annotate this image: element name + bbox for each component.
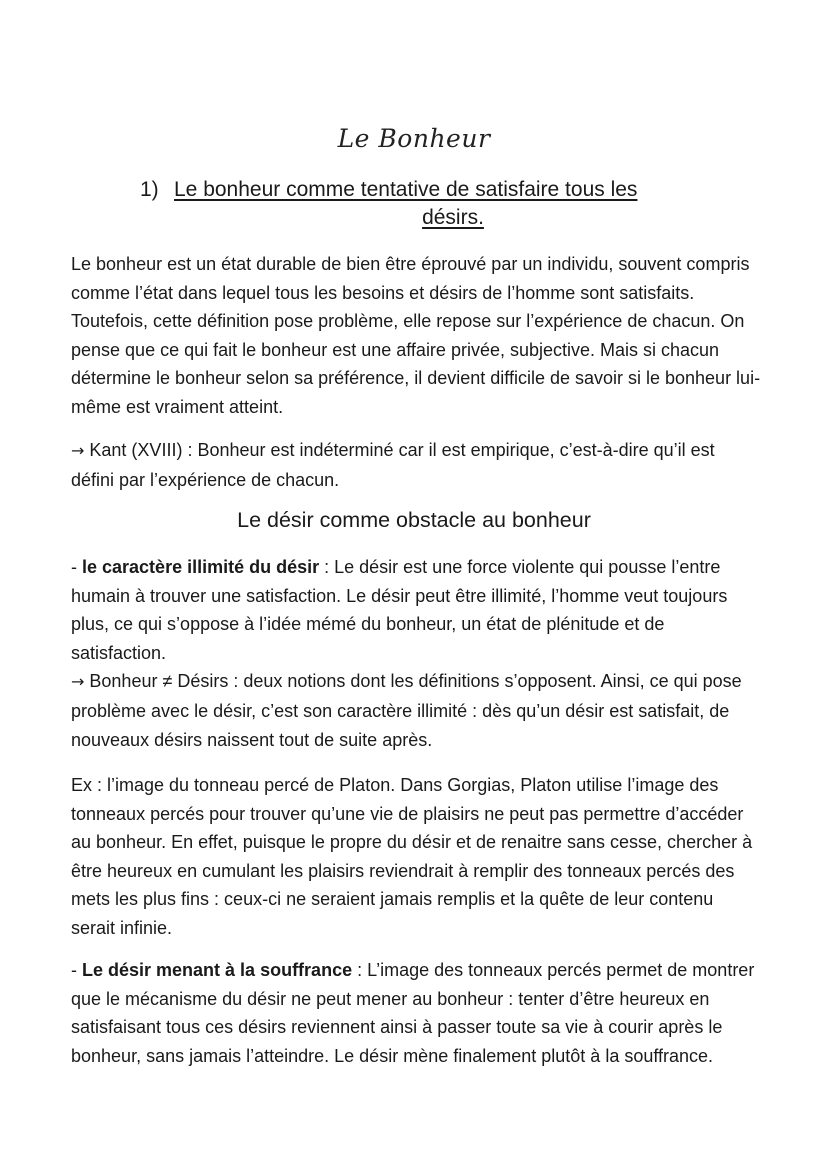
paragraph-unlimited-desire [71, 553, 761, 754]
document-title: Le Bonheur [337, 124, 491, 153]
paragraph-definition: Le bonheur est un état durable de bien être éprouvé par un individu, souvent compris comme l’état dans lequel tous les besoins et désirs de l’homme sont satisfaits. Toutefois, cette définition pose problème, elle repose sur l’expérience de chacun. On pense que ce qui fait le bonheur est une affaire privée, subjective. Mais si chacun détermine le bonheur selon sa préférence, il devient difficile de savoir si le bonheur lui-même est vraiment atteint. [71, 254, 761, 417]
subheading-desire-obstacle: Le désir comme obstacle au bonheur [237, 508, 591, 532]
right-arrow-icon: → [71, 441, 85, 460]
list-dash: - [71, 960, 82, 980]
paragraph-suffering-text: : L’image des tonneaux percés permet de montrer que le mécanisme du désir ne peut mener au bonheur : tenter d’être heureux en satisfaisant tous ces désirs reviennent ainsi à passer toute sa vie à courir après le bonheur, sans jamais l’atteindre. Le désir mène finalement plutôt à la souffrance. [71, 960, 755, 1066]
list-dash: - [71, 557, 82, 577]
section-heading-text: Le bonheur comme tentative de satisfaire tous les [174, 178, 638, 201]
section-number: 1) [140, 178, 159, 201]
paragraph-unlimited-desire-text2: Bonheur ≠ Désirs : deux notions dont les définitions s’opposent. Ainsi, ce qui pose problème avec le désir, c’est son caractère illimité : dès qu’un désir est satisfait, de nouveaux désirs naissent tout de suite après. [71, 671, 742, 750]
term-desire-suffering: Le désir menant à la souffrance [82, 960, 353, 980]
paragraph-platon-example: Ex : l’image du tonneau percé de Platon. Dans Gorgias, Platon utilise l’image des tonneaux percés pour trouver qu’une vie de plaisirs ne peut pas permettre d’accéder au bonheur. En effet, puisque le propre du désir et de renaitre sans cesse, chercher à être heureux en cumulant les plaisirs reviendrait à remplir des tonneaux percés des mets les plus fins : ceux-ci ne seraient jamais remplis et la quête de leur contenu serait infinie. [71, 775, 753, 938]
paragraph-unlimited-desire-text: : Le désir est une force violente qui pousse l’entre humain à trouver une satisfaction. Le désir peut être illimité, l’homme veut toujours plus, ce qui s’oppose à l’idée mémé du bonheur, un état de plénitude et de satisfaction. [71, 557, 728, 663]
section-heading [140, 176, 740, 232]
paragraph-kant-text: Kant (XVIII) : Bonheur est indéterminé car il est empirique, c’est-à-dire qu’il est défini par l’expérience de chacun. [71, 440, 715, 490]
paragraph-suffering [71, 956, 761, 1070]
right-arrow-icon: → [71, 672, 85, 692]
section-heading-line1 [140, 176, 740, 204]
term-unlimited-desire: le caractère illimité du désir [82, 557, 320, 577]
paragraph-kant [71, 436, 761, 494]
section-heading-text-continued: désirs. [422, 206, 484, 229]
section-heading-line2 [140, 204, 740, 232]
